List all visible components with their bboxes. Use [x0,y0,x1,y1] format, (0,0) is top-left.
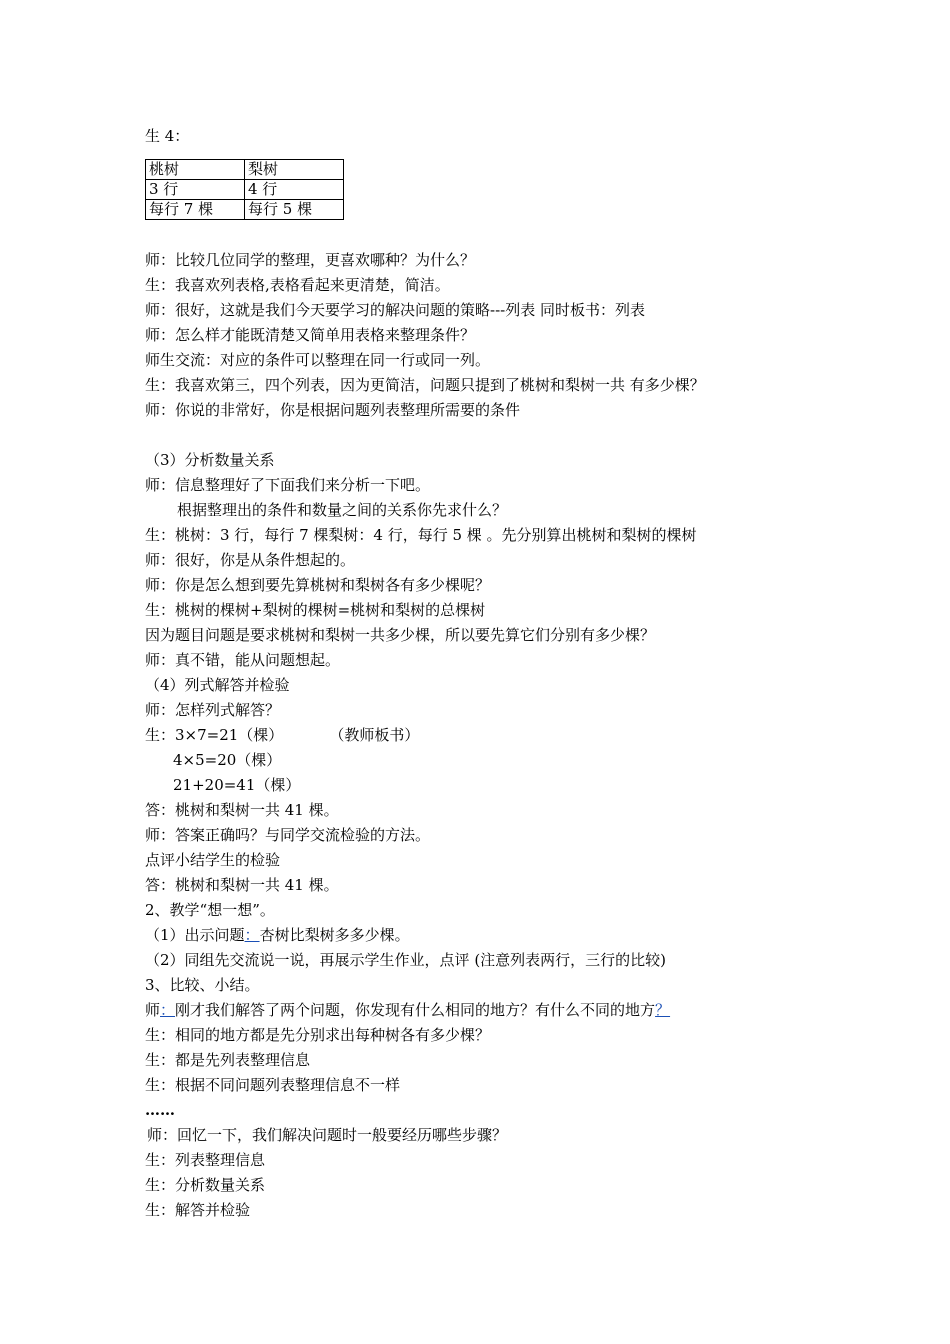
speaker-label: 师 [145,1001,161,1019]
dialogue-line: 生：我喜欢列表格,表格看起来更清楚，简洁。 [145,276,450,294]
dialogue-line: 师：回忆一下，我们解决问题时一般要经历哪些步骤？ [147,1126,508,1144]
table-cell: 桃树 [146,160,245,180]
dialogue-line: 师：答案正确吗？与同学交流检验的方法。 [145,826,431,844]
table-cell: 每行 5 棵 [245,200,344,220]
dialogue-line [145,923,845,948]
dialogue-line: 师：你说的非常好，你是根据问题列表整理所需要的条件 [145,401,521,419]
dialogue-line: 生：都是先列表整理信息 [145,1051,311,1069]
dialogue-line: 点评小结学生的检验 [145,851,281,869]
dialogue-line: 师：比较几位同学的整理，更喜欢哪种？为什么？ [145,251,476,269]
ellipsis: …… [145,1101,175,1119]
equation-line: 21+20=41（棵） [173,776,301,794]
dialogue-line [145,998,845,1023]
dialogue-line: 师生交流：对应的条件可以整理在同一行或同一列。 [145,351,491,369]
answer-line: 答：桃树和梨树一共 41 棵。 [145,801,339,819]
board-note: （教师板书） [329,726,420,744]
dialogue-line: 生：解答并检验 [145,1201,251,1219]
dialogue-line: 师：怎样列式解答？ [145,701,281,719]
dialogue-line: 生：根据不同问题列表整理信息不一样 [145,1076,401,1094]
table-cell: 3 行 [146,180,245,200]
colon-mark: ： [160,1001,176,1019]
document-page [145,124,845,1223]
table-cell: 梨树 [245,160,344,180]
equation-text: 生：3×7=21（棵） [145,726,284,744]
section-heading: 3、比较、小结。 [145,976,260,994]
dialogue-line: 因为题目问题是要求桃树和梨树一共多少棵，所以要先算它们分别有多少棵？ [145,626,656,644]
question-mark: ？ [655,1001,671,1019]
dialogue-line: 生：列表整理信息 [145,1151,266,1169]
dialogue-line: 生：桃树：3 行，每行 7 棵梨树：4 行，每行 5 棵 。先分别算出桃树和梨树的棵树 [145,526,697,544]
section-heading: （3）分析数量关系 [145,451,275,469]
dialogue-line: 师：真不错，能从问题想起。 [145,651,341,669]
table-row [146,160,344,180]
section-heading: 2、教学“想一想”。 [145,901,275,919]
dialogue-line: 生：桃树的棵树+梨树的棵树=桃树和梨树的总棵树 [145,601,486,619]
question-text: 杏树比梨树多多少棵。 [259,926,410,944]
dialogue-line: 师：很好，你是从条件想起的。 [145,551,356,569]
tree-info-table [145,159,344,220]
table-cell: 4 行 [245,180,344,200]
question-label: （1）出示问题 [145,926,245,944]
question-text: 刚才我们解答了两个问题，你发现有什么相同的地方？有什么不同的地方 [175,1001,656,1019]
table-cell: 每行 7 棵 [146,200,245,220]
student-4-label: 生 4： [145,127,190,145]
dialogue-line: （2）同组先交流说一说，再展示学生作业，点评 (注意列表两行，三行的比较) [145,951,667,969]
dialogue-line: 师：你是怎么想到要先算桃树和梨树各有多少棵呢？ [145,576,491,594]
dialogue-line: 根据整理出的条件和数量之间的关系你先求什么？ [177,501,508,519]
dialogue-line: 师：怎么样才能既清楚又简单用表格来整理条件？ [145,326,476,344]
colon-mark: ： [244,926,260,944]
section-heading: （4）列式解答并检验 [145,676,290,694]
dialogue-line: 生：我喜欢第三，四个列表，因为更简洁，问题只提到了桃树和梨树一共 有多少棵？ [145,376,705,394]
equation-line: 4×5=20（棵） [173,751,282,769]
table-row [146,180,344,200]
dialogue-line: 生：分析数量关系 [145,1176,266,1194]
answer-line: 答：桃树和梨树一共 41 棵。 [145,876,339,894]
dialogue-line: 生：相同的地方都是先分别求出每种树各有多少棵？ [145,1026,491,1044]
dialogue-line: 师：信息整理好了下面我们来分析一下吧。 [145,476,431,494]
table-row [146,200,344,220]
dialogue-line: 师：很好，这就是我们今天要学习的解决问题的策略---列表 同时板书：列表 [145,301,645,319]
equation-line [145,723,845,748]
